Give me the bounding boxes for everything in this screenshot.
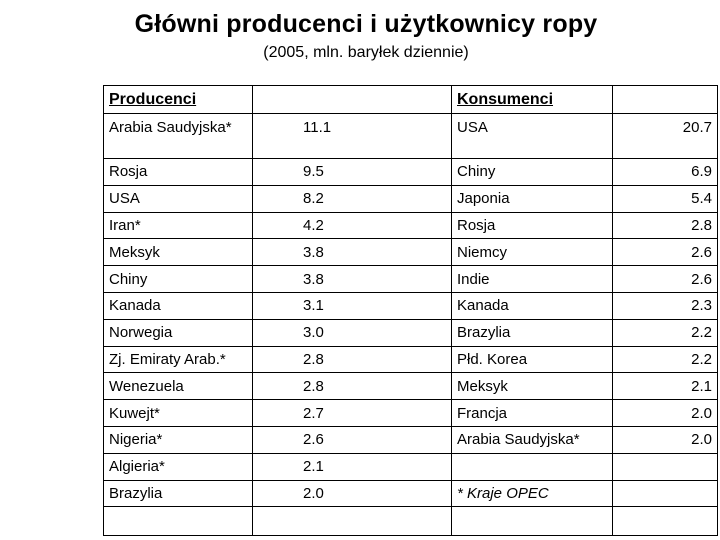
table-row [104,292,718,319]
producer-name-cell [104,507,253,536]
table-row [104,507,718,536]
consumer-value-cell: 2.6 [613,239,718,266]
consumer-value-cell: 20.7 [613,114,718,159]
producer-value-cell: 3.8 [253,239,452,266]
producer-value-cell: 11.1 [253,114,452,159]
consumer-value-cell: 2.0 [613,426,718,453]
page-title: Główni producenci i użytkownicy ropy [134,10,598,38]
table-row [104,480,718,507]
consumer-name-cell: USA [452,114,613,159]
producer-name-cell: Algieria* [104,453,253,480]
producer-name-cell: Meksyk [104,239,253,266]
producer-name-cell: Rosja [104,159,253,186]
producer-name-cell: Nigeria* [104,426,253,453]
producer-value-cell: 3.1 [253,292,452,319]
header-producers: Producenci [104,86,253,114]
producer-name-cell: Zj. Emiraty Arab.* [104,346,253,373]
consumer-value-cell [613,507,718,536]
consumer-value-cell [613,480,718,507]
table-row [104,373,718,400]
producer-value-cell: 3.0 [253,319,452,346]
consumer-value-cell: 5.4 [613,185,718,212]
table-row [104,114,718,159]
producer-name-cell: Iran* [104,212,253,239]
producer-name-cell: Brazylia [104,480,253,507]
consumer-name-cell: Brazylia [452,319,613,346]
consumer-name-cell: Chiny [452,159,613,186]
page-subtitle: (2005, mln. baryłek dziennie) [263,44,469,61]
producer-value-cell: 2.7 [253,400,452,427]
producer-name-cell: Wenezuela [104,373,253,400]
table-row [104,239,718,266]
table-row [104,346,718,373]
table-row [104,319,718,346]
producer-name-cell: USA [104,185,253,212]
table-header-row [104,86,718,114]
header-producers-value [253,86,452,114]
consumer-name-cell: Indie [452,266,613,293]
table-row [104,185,718,212]
producer-value-cell: 9.5 [253,159,452,186]
producer-name-cell: Chiny [104,266,253,293]
header-consumers: Konsumenci [452,86,613,114]
consumer-value-cell: 2.1 [613,373,718,400]
consumer-name-cell: Meksyk [452,373,613,400]
producer-value-cell: 2.8 [253,373,452,400]
oil-table [103,85,718,536]
table-row [104,453,718,480]
table-row [104,426,718,453]
producer-value-cell: 4.2 [253,212,452,239]
table-row [104,266,718,293]
producer-name-cell: Norwegia [104,319,253,346]
producer-value-cell: 8.2 [253,185,452,212]
consumer-name-cell [452,507,613,536]
consumer-name-cell: Arabia Saudyjska* [452,426,613,453]
header-consumers-value [613,86,718,114]
producer-name-cell: Arabia Saudyjska* [104,114,253,159]
producer-name-cell: Kuwejt* [104,400,253,427]
consumer-name-cell: Niemcy [452,239,613,266]
producer-value-cell: 2.0 [253,480,452,507]
consumer-value-cell: 6.9 [613,159,718,186]
consumer-name-cell: Francja [452,400,613,427]
consumer-value-cell: 2.6 [613,266,718,293]
table-row [104,400,718,427]
opec-note: * Kraje OPEC [452,480,613,507]
producer-value-cell [253,507,452,536]
table-row [104,212,718,239]
consumer-value-cell: 2.2 [613,319,718,346]
consumer-name-cell: Płd. Korea [452,346,613,373]
producer-value-cell: 3.8 [253,266,452,293]
table-row [104,159,718,186]
producer-value-cell: 2.8 [253,346,452,373]
producer-value-cell: 2.6 [253,426,452,453]
table-body [104,86,718,536]
consumer-name-cell: Rosja [452,212,613,239]
consumer-value-cell: 2.8 [613,212,718,239]
consumer-value-cell: 2.2 [613,346,718,373]
consumer-name-cell: Japonia [452,185,613,212]
consumer-value-cell [613,453,718,480]
consumer-value-cell: 2.3 [613,292,718,319]
producer-value-cell: 2.1 [253,453,452,480]
consumer-name-cell: Kanada [452,292,613,319]
producer-name-cell: Kanada [104,292,253,319]
consumer-name-cell [452,453,613,480]
consumer-value-cell: 2.0 [613,400,718,427]
